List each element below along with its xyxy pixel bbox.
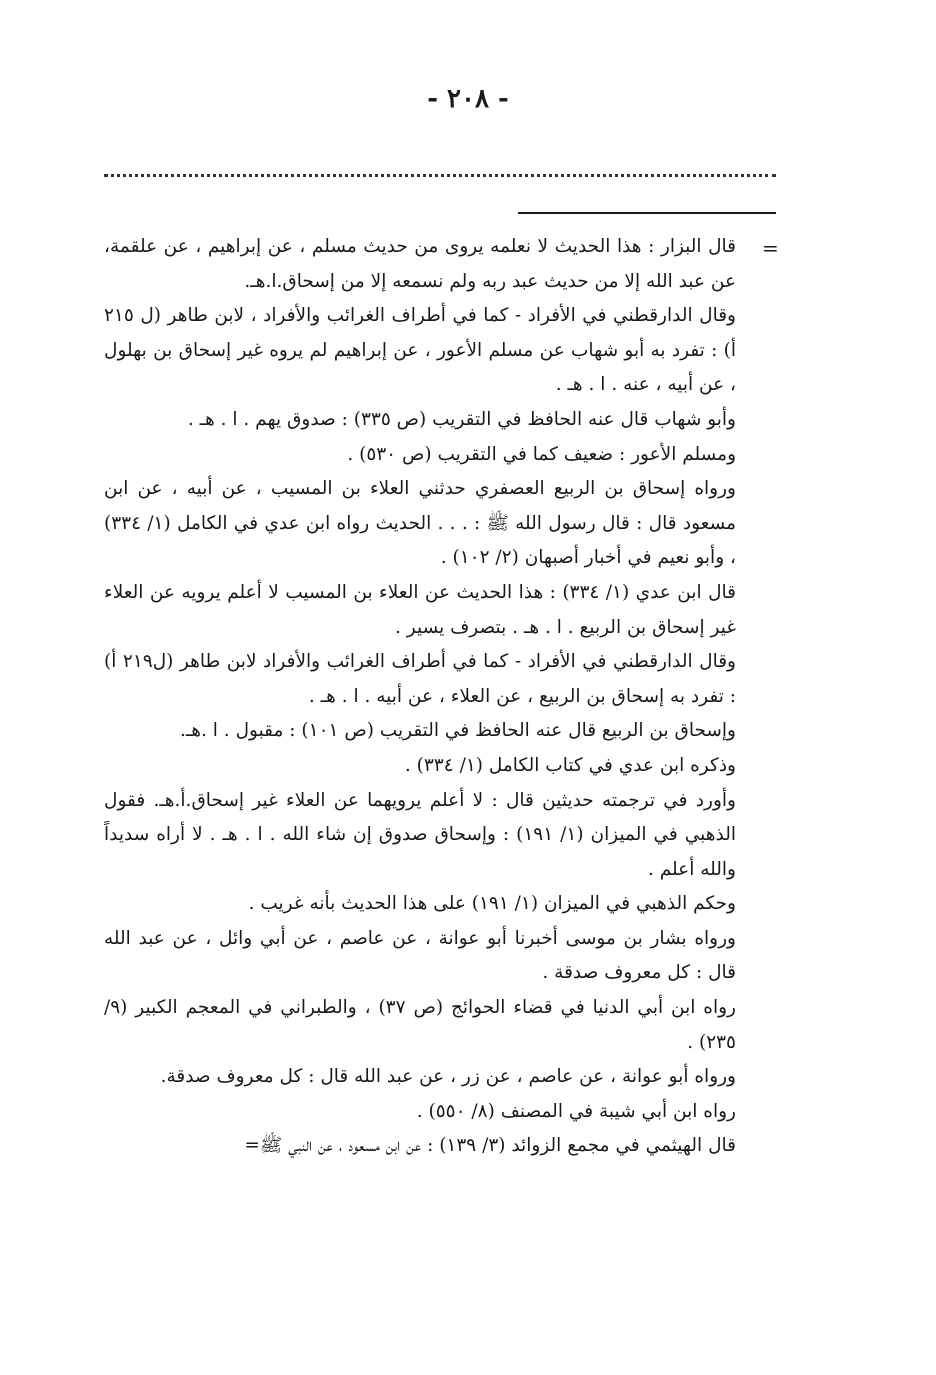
paragraph: وذكره ابن عدي في كتاب الكامل (١/ ٣٣٤) .: [404, 754, 736, 776]
paragraph: وأبو شهاب قال عنه الحافظ في التقريب (ص ٣٣٥) : صدوق يهم . ا . هـ .: [187, 408, 736, 430]
continuation-mark: =: [762, 236, 779, 260]
paragraph: وقال الدارقطني في الأفراد - كما في أطراف الغرائب والأفراد ، لابن طاهر (ل ٢١٥ أ) : تفرد به أبو شهاب عن مسلم الأعور ، عن إبراهيم لم يروه غير إسحاق بن بهلول ، عن أبيه ، عنه . ا . هـ .: [104, 305, 736, 396]
paragraph: قال البزار : هذا الحديث لا نعلمه يروى من حديث مسلم ، عن إبراهيم ، عن علقمة، عن عبد الله إلا من حديث عبد ربه ولم نسمعه إلا من إسحاق.ا.هـ.: [104, 236, 736, 292]
paragraph: ورواه إسحاق بن الربيع العصفري حدثني العلاء بن المسيب ، عن أبيه ، عن ابن مسعود قال : قال رسول الله ﷺ : . . . الحديث رواه ابن عدي في الكامل (١/ ٣٣٤) ، وأبو نعيم في أخبار أصبهان (٢/ ١٠٢) .: [104, 478, 736, 569]
paragraph: وحكم الذهبي في الميزان (١/ ١٩١) على هذا الحديث بأنه غريب .: [248, 893, 736, 915]
footnote-text: [104, 230, 736, 1164]
dotted-separator: [104, 174, 776, 177]
paragraph: وأورد في ترجمته حديثين قال : لا أعلم يرويهما عن العلاء غير إسحاق.أ.هـ. فقول الذهبي في الميزان (١/ ١٩١) : وإسحاق صدوق إن شاء الله . ا . هـ . لا أراه سديداً والله أعلم .: [104, 789, 736, 880]
paragraph: قال ابن عدي (١/ ٣٣٤) : هذا الحديث عن العلاء بن المسيب لا أعلم يرويه عن العلاء غير إسحاق بن الربيع . ا . هـ . بتصرف يسير .: [104, 581, 736, 638]
paragraph: وقال الدارقطني في الأفراد - كما في أطراف الغرائب والأفراد لابن طاهر (ل٢١٩ أ) : تفرد به إسحاق بن الربيع ، عن العلاء ، عن أبيه . ا . هـ .: [104, 651, 736, 707]
paragraph: رواه ابن أبي الدنيا في قضاء الحوائج (ص ٣٧) ، والطبراني في المعجم الكبير (٩/ ٢٣٥) .: [104, 997, 736, 1053]
paragraph: ورواه بشار بن موسى أخبرنا أبو عوانة ، عن عاصم ، عن أبي وائل ، عن عبد الله قال : كل معروف صدقة .: [104, 927, 736, 984]
paragraph: ورواه أبو عوانة ، عن عاصم ، عن زر ، عن عبد الله قال : كل معروف صدقة.: [160, 1066, 736, 1088]
paragraph: وإسحاق بن الربيع قال عنه الحافظ في التقريب (ص ١٠١) : مقبول . ا .هـ.: [179, 720, 736, 742]
paragraph: رواه ابن أبي شيبة في المصنف (٨/ ٥٥٠) .: [416, 1100, 736, 1122]
footnote-rule: [518, 212, 776, 214]
paragraph: ومسلم الأعور : ضعيف كما في التقريب (ص ٥٣٠) .: [347, 443, 736, 465]
page-number: - ٢٠٨ -: [427, 84, 509, 114]
paragraph: قال الهيثمي في مجمع الزوائد (٣/ ١٣٩) : عن ابن مسعود ، عن النبي ﷺ=: [244, 1135, 736, 1157]
